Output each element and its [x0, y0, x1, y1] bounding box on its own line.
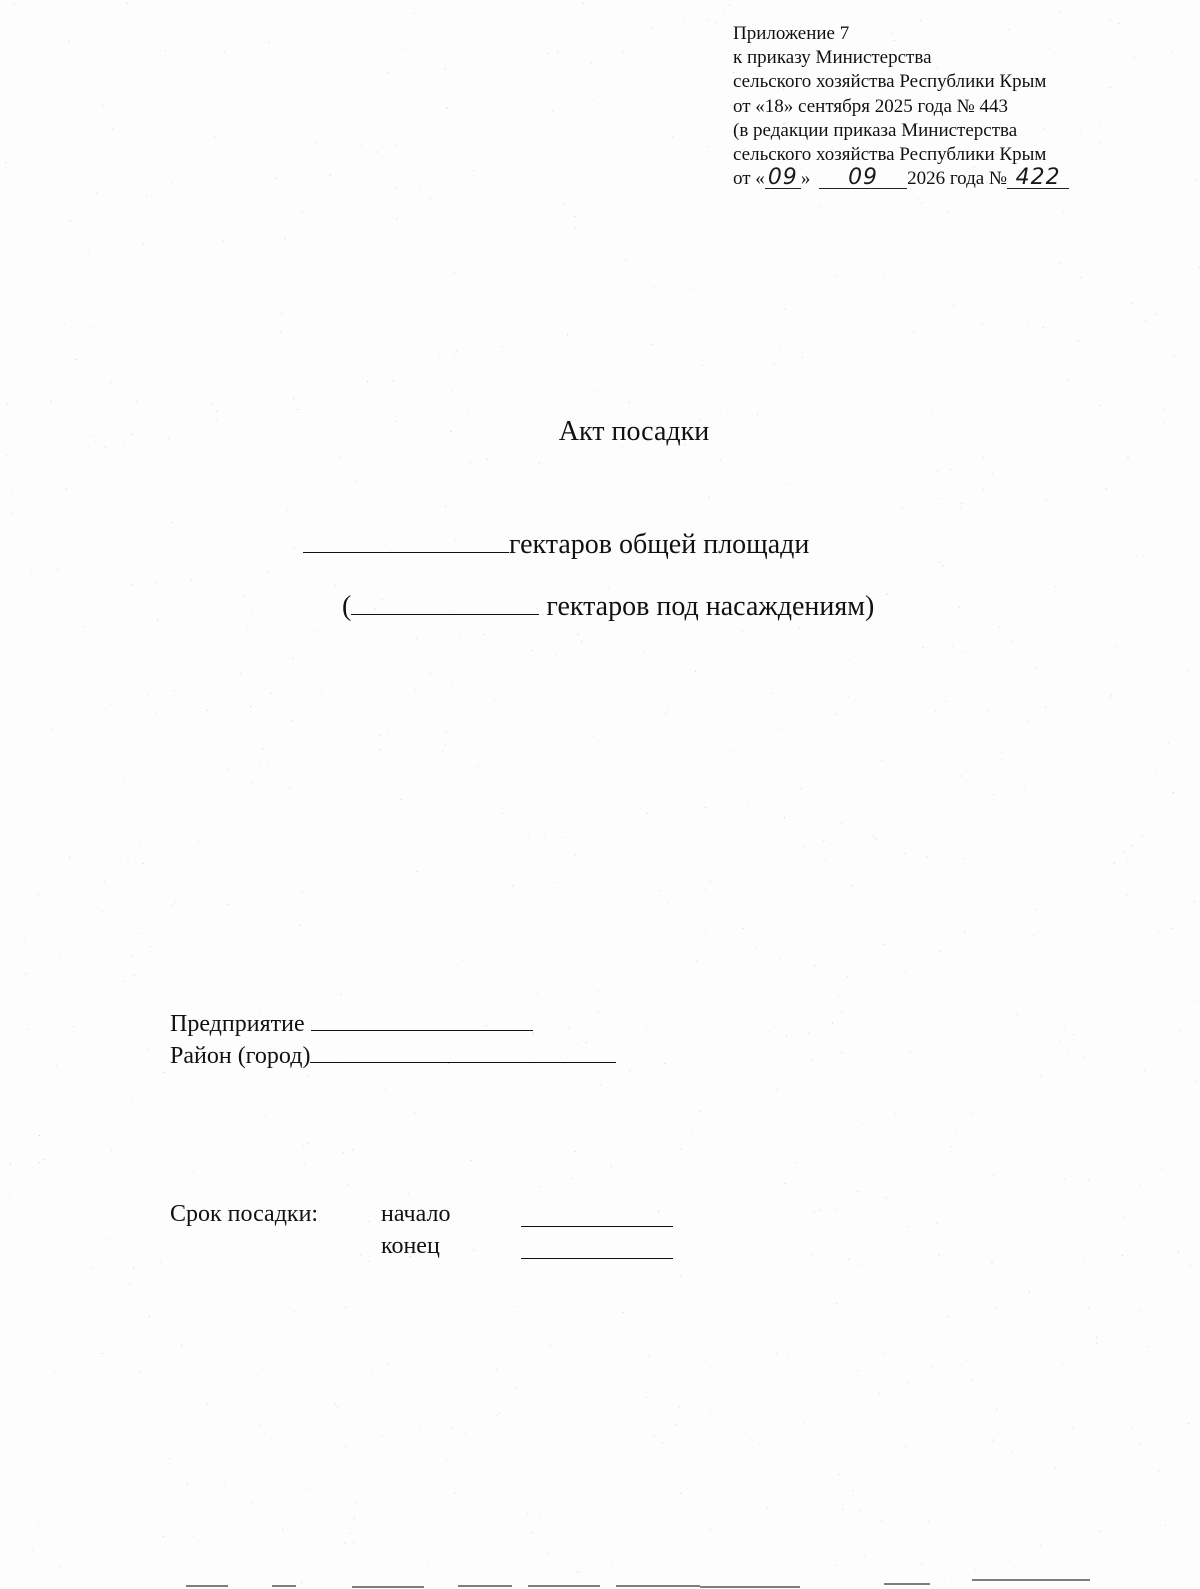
- header-line-6: сельского хозяйства Республики Крым: [733, 144, 1047, 166]
- handwritten-number: 422: [1007, 168, 1069, 189]
- term-end-blank[interactable]: [521, 1232, 673, 1259]
- appendix-header: [733, 22, 1173, 191]
- scan-bottom-edge: [0, 1575, 1200, 1589]
- enterprise-fields: [170, 1008, 616, 1072]
- header-line-1: Приложение 7: [733, 23, 850, 44]
- date-quote-close: »: [800, 168, 811, 190]
- enterprise-label: Предприятие: [170, 1011, 305, 1037]
- handwritten-month: 09: [819, 168, 907, 189]
- district-blank[interactable]: [310, 1040, 616, 1063]
- term-start-label: начало: [381, 1201, 451, 1227]
- header-line-2: к приказу Министерства: [733, 47, 932, 69]
- planted-area-blank[interactable]: [351, 588, 539, 615]
- enterprise-row: [170, 1008, 616, 1040]
- header-line-7: [733, 167, 1173, 191]
- enterprise-blank[interactable]: [311, 1008, 533, 1031]
- header-line-4: от «18» сентября 2025 года № 443: [733, 95, 1009, 117]
- document-title: Акт посадки: [558, 416, 710, 447]
- planted-open-paren: (: [342, 591, 352, 622]
- header-line-5: (в редакции приказа Министерства: [733, 119, 1018, 141]
- header-line-3: сельского хозяйства Республики Крым: [733, 71, 1047, 93]
- term-start-blank[interactable]: [521, 1200, 673, 1227]
- total-area-blank[interactable]: [303, 526, 509, 553]
- district-row: [170, 1040, 616, 1072]
- term-label: Срок посадки:: [170, 1201, 319, 1227]
- district-label: Район (город): [170, 1043, 311, 1069]
- term-end-label: конец: [381, 1233, 440, 1259]
- planted-area-label: гектаров под насаждениям): [539, 591, 875, 622]
- handwritten-day: 09: [765, 168, 801, 189]
- year-text: 2026 года №: [907, 168, 1008, 190]
- total-area-label: гектаров общей площади: [509, 529, 810, 560]
- planted-area-line: [342, 588, 874, 623]
- date-prefix: от «: [733, 168, 765, 190]
- total-area-line: [303, 526, 809, 561]
